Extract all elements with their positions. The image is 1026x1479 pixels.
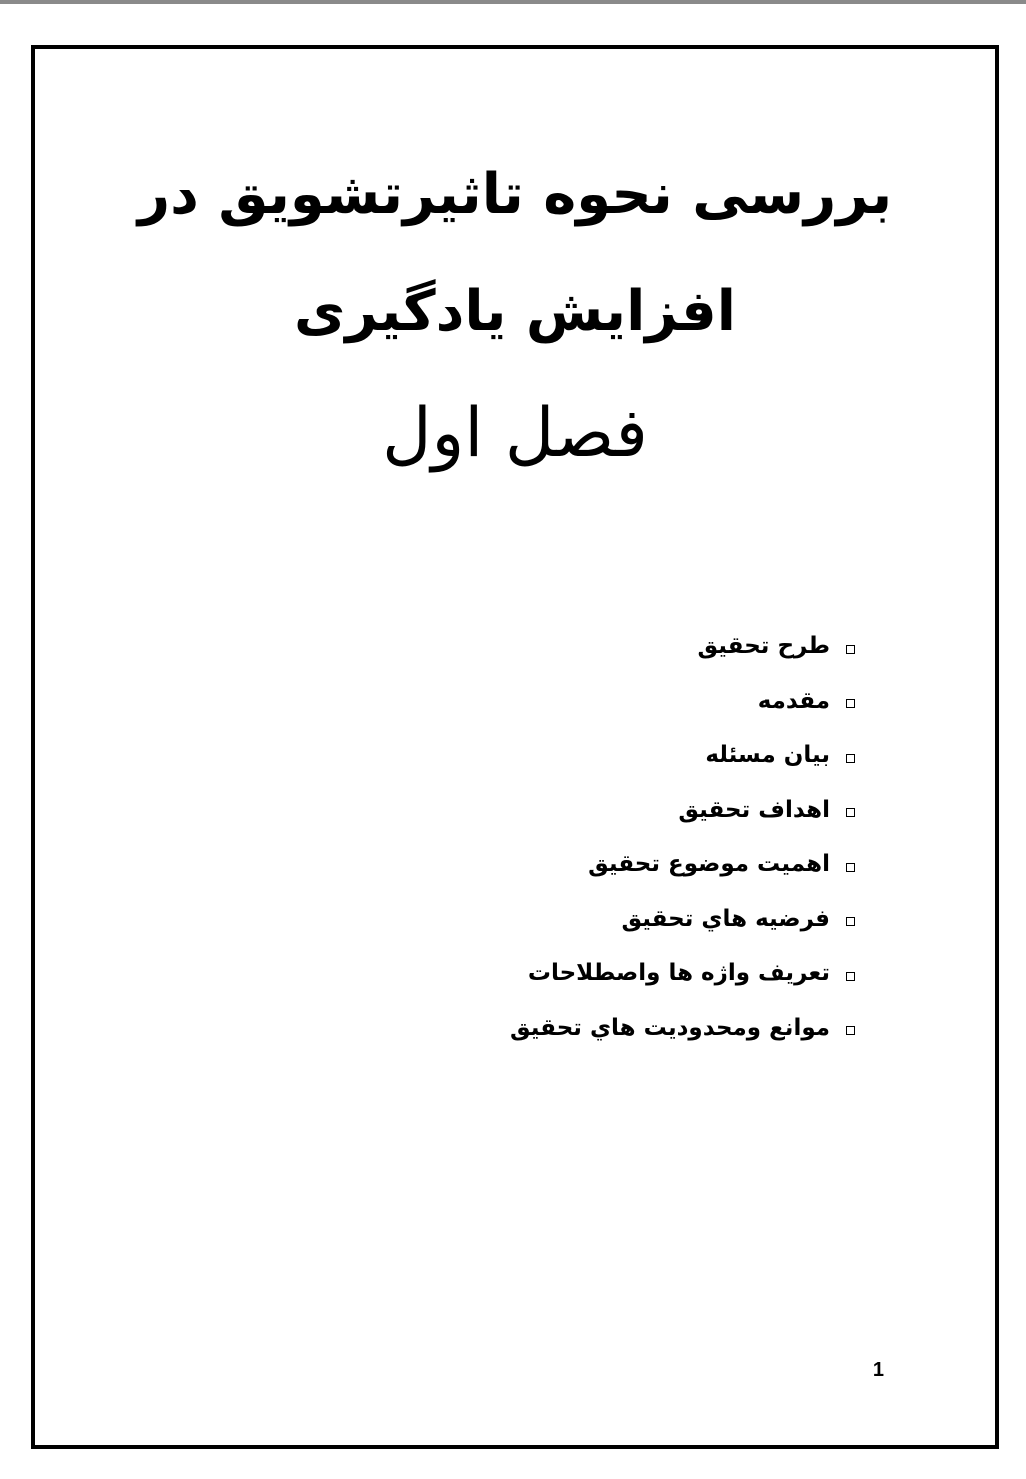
square-bullet-icon — [846, 917, 855, 926]
square-bullet-icon — [846, 699, 855, 708]
toc-item-label: اهميت موضوع تحقيق — [588, 851, 830, 878]
toc-item-label: تعريف واژه ها واصطلاحات — [527, 960, 830, 987]
toc-item-label: مقدمه — [757, 687, 830, 714]
toc-item — [155, 674, 855, 729]
square-bullet-icon — [846, 972, 855, 981]
toc-item-label: فرضيه هاي تحقيق — [621, 905, 830, 932]
document-title-line-1: بررسی نحوه تاثیرتشویق در — [137, 162, 893, 227]
toc-item-label: اهداف تحقيق — [678, 796, 830, 823]
toc-item — [155, 619, 855, 674]
toc-item — [155, 837, 855, 892]
square-bullet-icon — [846, 645, 855, 654]
toc-item-label: طرح تحقيق — [697, 633, 830, 660]
toc-item — [155, 946, 855, 1001]
top-edge-bar — [0, 0, 1026, 4]
page-number: 1 — [872, 1359, 884, 1381]
toc-item-label: بيان مسئله — [705, 742, 830, 769]
toc-item — [155, 728, 855, 783]
square-bullet-icon — [846, 808, 855, 817]
toc-item — [155, 783, 855, 838]
toc-item-label: موانع ومحدوديت هاي تحقيق — [510, 1014, 830, 1041]
chapter-heading: فصل اول — [382, 394, 648, 473]
toc-item — [155, 892, 855, 947]
square-bullet-icon — [846, 863, 855, 872]
document-title-line-2: افزایش یادگیری — [294, 279, 736, 344]
square-bullet-icon — [846, 1026, 855, 1035]
toc-item — [155, 1001, 855, 1056]
square-bullet-icon — [846, 754, 855, 763]
table-of-contents — [155, 619, 855, 1055]
page-frame — [31, 45, 999, 1449]
